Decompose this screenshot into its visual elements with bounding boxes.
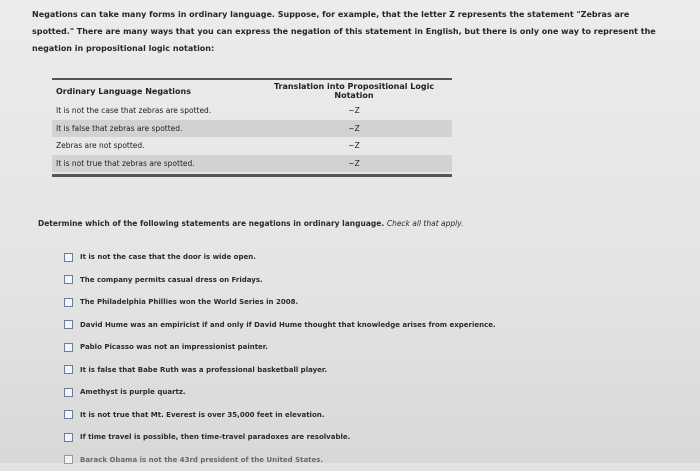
question-hint: Check all that apply. [387,219,464,228]
answer-option[interactable] [64,336,624,359]
option-label: If time travel is possible, then time-travel paradoxes are resolvable. [80,433,350,441]
option-label: The Philadelphia Phillies won the World Series in 2008. [80,298,298,306]
option-label: Amethyst is purple quartz. [80,388,186,396]
answer-option[interactable] [64,314,624,337]
negation-cell: It is not the case that zebras are spotted. [52,106,246,115]
negation-table [52,78,452,177]
table-row [52,102,452,120]
table-row [52,120,452,138]
notation-cell: ~Z [246,124,452,133]
notation-cell: ~Z [246,159,452,168]
answer-option[interactable] [64,449,624,471]
header-negations: Ordinary Language Negations [52,87,246,96]
answer-option[interactable] [64,404,624,427]
negation-cell: It is false that zebras are spotted. [52,124,246,133]
checkbox[interactable] [64,410,73,419]
negation-cell: It is not true that zebras are spotted. [52,159,246,168]
option-label: Barack Obama is not the 43rd president of the United States. [80,456,323,464]
answer-option[interactable] [64,246,624,269]
header-notation: Translation into Propositional Logic Notation [246,82,452,100]
table-header-row [52,80,452,102]
checkbox[interactable] [64,298,73,307]
question-prompt [38,219,464,228]
notation-cell: ~Z [246,141,452,150]
option-label: It is false that Babe Ruth was a professional basketball player. [80,366,327,374]
option-label: David Hume was an empiricist if and only if David Hume thought that knowledge arises from experience. [80,321,496,329]
option-label: Pablo Picasso was not an impressionist painter. [80,343,268,351]
checkbox[interactable] [64,388,73,397]
answer-option[interactable] [64,426,624,449]
notation-cell: ~Z [246,106,452,115]
checkbox[interactable] [64,253,73,262]
answer-option[interactable] [64,269,624,292]
answer-option[interactable] [64,381,624,404]
table-row [52,137,452,155]
checkbox[interactable] [64,343,73,352]
negation-cell: Zebras are not spotted. [52,141,246,150]
checkbox[interactable] [64,433,73,442]
option-label: It is not true that Mt. Everest is over 35,000 feet in elevation. [80,411,324,419]
intro-paragraph: Negations can take many forms in ordinary language. Suppose, for example, that the letter Z represents the statement "Zebras are spotted." There are many ways that you can express the negation of this statement in English, but there is only one way to represent the negation in propositional logic notation: [32,6,662,57]
answer-options [64,246,624,471]
option-label: It is not the case that the door is wide open. [80,253,256,261]
checkbox[interactable] [64,275,73,284]
checkbox[interactable] [64,320,73,329]
answer-option[interactable] [64,291,624,314]
option-label: The company permits casual dress on Fridays. [80,276,263,284]
checkbox[interactable] [64,365,73,374]
question-text: Determine which of the following statements are negations in ordinary language. [38,219,384,228]
answer-option[interactable] [64,359,624,382]
table-row [52,155,452,173]
table-bottom-rule [52,174,452,177]
